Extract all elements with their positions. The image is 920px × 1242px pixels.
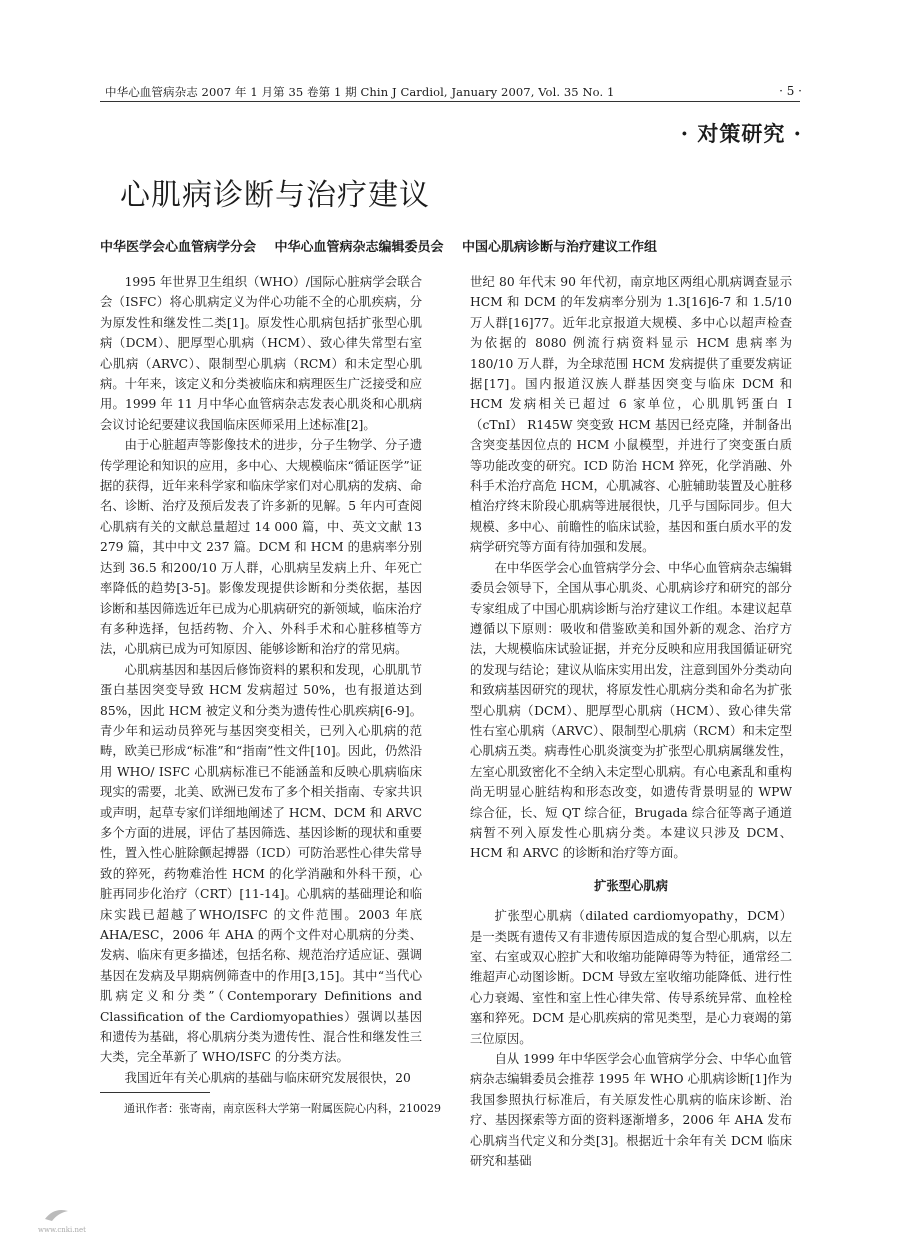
journal-header: 中华心血管病杂志 2007 年 1 月第 35 卷第 1 期 Chin J Cardiol, January 2007, Vol. 35 No. 1 [105,85,615,99]
left-paragraph-1: 1995 年世界卫生组织（WHO）/国际心脏病学会联合会（ISFC）将心肌病定义为伴心功能不全的心肌疾病，分为原发性和继发性二类[1]。原发性心肌病包括扩张型心肌病（DCM）、肥厚型心肌病（HCM）、致心律失常型右室心肌病（ARVC）、限制型心肌病（RCM）和未定型心肌病。十年来，该定义和分类被临床和病理医生广泛接受和应用。1999 年 11 月中华心血管病杂志发表心肌炎和心肌病会议讨论纪要建议我国临床医师采用上述标准[2]。 [100,275,422,432]
cnki-logo-icon [42,1205,72,1225]
header-rule [100,101,800,102]
corresponding-author-note: 通讯作者：张寄南，南京医科大学第一附属医院心内科，210029 [124,1102,441,1115]
subheading-dcm: 扩张型心肌病 [594,877,668,893]
left-column [100,272,422,1088]
article-title: 心肌病诊断与治疗建议 [120,178,430,213]
page-number: · 5 · [779,84,802,98]
author-groups: 中华医学会心血管病学分会 中华心血管病杂志编辑委员会 中国心肌病诊断与治疗建议工作组 [100,240,658,255]
logo-text: www.cnki.net [38,1226,86,1234]
left-paragraph-4: 我国近年有关心肌病的基础与临床研究发展很快，20 [124,1070,411,1085]
right-column [470,272,792,1171]
left-paragraph-2: 由于心脏超声等影像技术的进步，分子生物学、分子遗传学理论和知识的应用，多中心、大规模临床“循证医学”证据的获得，近年来科学家和临床学家们对心肌病的发病、命名、诊断、治疗及预后发表了许多新的见解。5 年内可查阅心肌病有关的文献总量超过 14 000 篇，中、英文文献 13 279 篇，其中中文 237 篇。DCM 和 HCM 的患病率分别达到 36.5 和200/10 万人群，心肌病呈发病上升、年死亡率降低的趋势[3-5]。影像发现提供诊断和分类依据，基因诊断和基因筛选近年已成为心肌病研究的新领域，临床治疗有多种选择，包括药物、介入、外科手术和心脏移植等方法，心肌病已成为可知原因、能够诊断和治疗的常见病。 [100,438,422,657]
right-paragraph-3: 扩张型心肌病（dilated cardiomyopathy，DCM）是一类既有遗传又有非遗传原因造成的复合型心肌病，以左室、右室或双心腔扩大和收缩功能障碍等为特征，通常经二维超声心动图诊断。DCM 导致左室收缩功能降低、进行性心力衰竭、室性和室上性心律失常、传导系统异常、血栓栓塞和猝死。DCM 是心肌疾病的常见类型，是心力衰竭的第三位原因。 [470,909,792,1046]
section-label: · 对策研究 · [680,121,802,146]
right-paragraph-1: 世纪 80 年代末 90 年代初，南京地区两组心肌病调查显示 HCM 和 DCM 的年发病率分别为 1.3[16]6-7 和 1.5/10 万人群[16]77。近年北京报道大规模、多中心以超声检查为依据的 8080 例流行病资料显示 HCM 患病率为 180/10 万人群，为全球范围 HCM 发病提供了重要发病证据[17]。国内报道汉族人群基因突变与临床 DCM 和 HCM 发病相关已超过 6 家单位，心肌肌钙蛋白 I（cTnI） R145W 突变致 HCM 基因已经克隆，并制备出含突变基因位点的 HCM 小鼠模型，并进行了突变蛋白质等功能改变的研究。ICD 防治 HCM 猝死，化学消融、外科手术治疗高危 HCM，心肌减容、心脏辅助装置及心脏移植治疗终末阶段心肌病等进展很快，几乎与国际同步。但大规模、多中心、前瞻性的临床试验，基因和蛋白质水平的发病学研究等方面有待加强和发展。 [470,275,792,555]
right-paragraph-2: 在中华医学会心血管病学分会、中华心血管病杂志编辑委员会领导下，全国从事心肌炎、心肌病诊疗和研究的部分专家组成了中国心肌病诊断与治疗建议工作组。本建议起草遵循以下原则：吸收和借鉴欧美和国外新的观念、治疗方法，大规模临床试验证据，并充分反映和应用我国循证研究的发现与结论；建议从临床实用出发，注意到国外分类动向和致病基因研究的现状，将原发性心肌病分类和命名为扩张型心肌病（DCM）、肥厚型心肌病（HCM）、致心律失常性右室心肌病（ARVC）、限制型心肌病（RCM）和未定型心肌病五类。病毒性心肌炎演变为扩张型心肌病属继发性，左室心肌致密化不全纳入未定型心肌病。有心电紊乱和重构尚无明显心脏结构和形态改变，如遗传背景明显的 WPW 综合征，长、短 QT 综合征，Brugada 综合征等离子通道病暂不列入原发性心肌病分类。本建议只涉及 DCM、HCM 和 ARVC 的诊断和治疗等方面。 [470,560,792,861]
footnote-rule [100,1092,210,1093]
right-paragraph-4: 自从 1999 年中华医学会心血管病学分会、中华心血管病杂志编辑委员会推荐 1995 年 WHO 心肌病诊断[1]作为我国参照执行标准后，有关原发性心肌病的临床诊断、治疗、基因探索等方面的资料逐渐增多，2006 年 AHA 发布心肌病当代定义和分类[3]。根据近十余年有关 DCM 临床研究和基础 [470,1052,792,1169]
left-paragraph-3: 心肌病基因和基因后修饰资料的累积和发现，心肌肌节蛋白基因突变导致 HCM 发病超过 50%，也有报道达到 85%，因此 HCM 被定义和分类为遗传性心肌疾病[6-9]。青少年和运动员猝死与基因突变相关，已列入心肌病的范畴，欧美已形成“标准”和“指南”性文件[10]。因此，仍然沿用 WHO/ ISFC 心肌病标准已不能涵盖和反映心肌病临床现实的需要，北美、欧洲已发布了多个相关指南、专家共识或声明，起草专家们详细地阐述了 HCM、DCM 和 ARVC 多个方面的进展，评估了基因筛选、基因诊断的现状和重要性，置入性心脏除颤起搏器（ICD）可防治恶性心律失常导致的猝死，药物难治性 HCM 的化学消融和外科干预，心脏再同步化治疗（CRT）[11-14]。心肌病的基础理论和临床实践已超越了WHO/ISFC 的文件范围。2003 年底 AHA/ESC，2006 年 AHA 的两个文件对心肌病的分类、发病、临床有更多描述，包括名称、规范治疗适应证、强调基因在发病及早期病例筛查中的作用[3,15]。其中“当代心肌病定义和分类”（Contemporary Definitions and Classification of the Cardiomyopathies）强调以基因和遗传为基础，将心肌病分类为遗传性、混合性和继发性三大类，完全革新了 WHO/ISFC 的分类方法。 [100,662,422,1065]
